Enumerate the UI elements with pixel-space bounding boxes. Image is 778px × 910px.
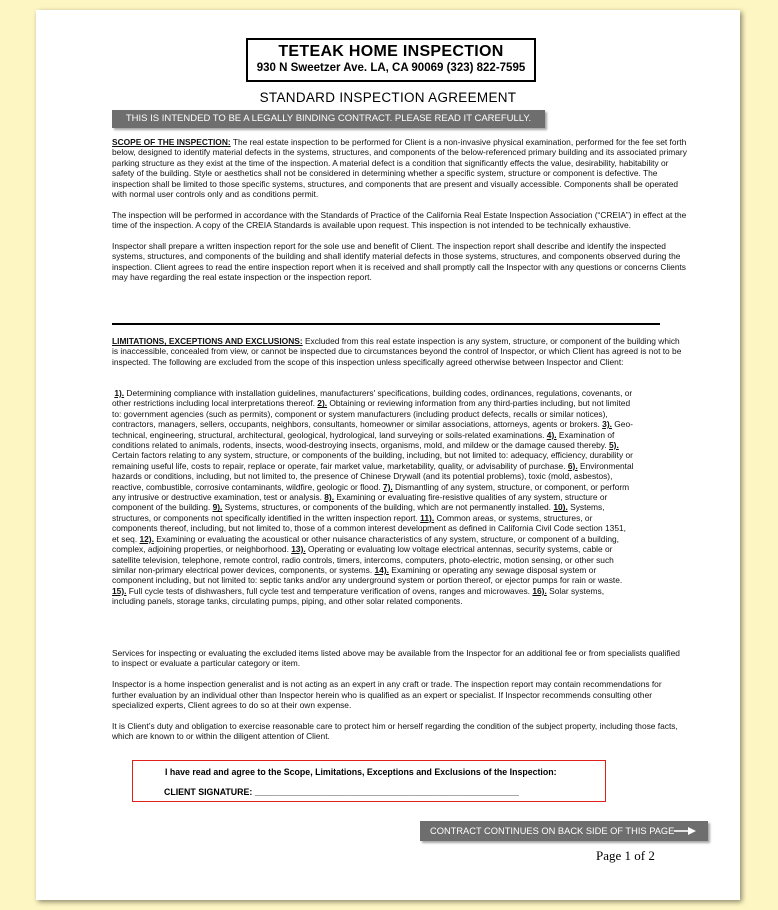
exclusion-text: Common areas, or systems, structures, or components thereof, including, but not limited to, those of a common interest development as defined in California Civil Code section 1351, et seq. xyxy=(112,512,626,544)
exclusion-text: Dismantling of any system, structure, or component, or perform any intrusive or destructive examination, test or analysis. xyxy=(112,481,630,503)
exclusion-text: Certain factors relating to any system, structure, or components of the building, including, but not limited to: adequacy, efficiency, durability or remaining useful life, costs to repair, replace or operate, fair market value, marketability, quality, or advisability of purchase. xyxy=(112,450,633,471)
signature-box xyxy=(132,760,606,802)
exclusion-text: Systems, structures, or components not specifically identified in the written inspection report. xyxy=(112,502,605,523)
company-header xyxy=(246,38,536,82)
generalist-paragraph: Inspector is a home inspection generalist and is not acting as an expert in any craft or trade. The inspection report may contain recommendations for further evaluation by an individual other than Inspector herein who is qualified as an expert or specialist. If Inspector recommends consulting other specialized experts, Client agrees to do so at their own expense. xyxy=(112,679,662,711)
exclusion-text: Environmental hazards or conditions, including, but not limited to, the presence of Chinese Drywall (and its potential problems), toxic (mold, asbestos), reactive, combustible, corrosive contaminants, wildfire, geologic or flood. xyxy=(112,460,634,492)
exclusions-list xyxy=(112,388,634,607)
exclusion-number: 13). xyxy=(291,544,306,555)
limitations-heading: LIMITATIONS, EXCEPTIONS AND EXCLUSIONS: xyxy=(112,336,303,346)
exclusion-number: 15). xyxy=(112,585,127,596)
company-name: TETEAK HOME INSPECTION xyxy=(278,43,504,60)
company-address: 930 N Sweetzer Ave. LA, CA 90069 (323) 822-7595 xyxy=(256,62,526,74)
continue-button[interactable] xyxy=(420,821,708,841)
limitations-intro-text: Excluded from this real estate inspection is any system, structure, or component of the building which is inaccessible, concealed from view, or cannot be inspected due to circumstances beyond the control of Inspector, or which Client has agreed is not to be inspected. The following are excluded from the scope of this inspection unless specifically agreed otherwise between Inspector and Client: xyxy=(112,336,682,367)
exclusions-paragraph xyxy=(112,388,634,607)
exclusion-number: 16). xyxy=(532,585,547,596)
exclusion-text: Operating or evaluating low voltage electrical antennas, security systems, cable or satellite television, telephone, remote control, radio controls, timers, intercoms, computers, photo-electric, motion sensing, or other such similar non-primary electrical power devices, components, or systems. xyxy=(112,544,614,575)
exclusion-number: 9). xyxy=(212,502,223,513)
exclusion-text: Geo-technical, engineering, structural, architectural, geological, hydrological, land surveying or soils-related examinations. xyxy=(112,419,633,440)
exclusion-text: Examination of conditions related to animals, rodents, insects, wood-destroying insects, organisms, mold, and mildew or the damage caused thereby. xyxy=(112,429,615,451)
exclusion-number: 6). xyxy=(567,460,578,471)
limitations-section xyxy=(112,336,688,367)
scope-section xyxy=(112,137,688,283)
exclusion-text: Systems, structures, or components of the building, which are not permanently installed. xyxy=(222,502,554,513)
continue-label: CONTRACT CONTINUES ON BACK SIDE OF THIS PAGE xyxy=(430,826,675,836)
exclusion-number: 5). xyxy=(609,440,619,451)
exclusion-number: 7). xyxy=(382,481,393,492)
exclusion-text: Solar systems, including panels, storage tanks, circulating pumps, piping, and other solar related components. xyxy=(112,585,605,607)
exclusion-number: 14). xyxy=(374,564,389,575)
client-signature-field[interactable]: CLIENT SIGNATURE: ______________________________________________________ xyxy=(164,787,519,797)
exclusion-number: 4). xyxy=(546,429,557,440)
exclusion-number: 8). xyxy=(324,492,335,503)
scope-text: The real estate inspection to be performed for Client is a non-invasive physical examination, performed for the fee set forth below, designed to identify material defects in the systems, structures, and components of the below-referenced primary building and its associated primary parking structure as they exist at the time of the inspection. A material defect is a condition that significantly effects the value, desirability, habitability or safety of the building. Style or aesthetics shall not be considered in determining whether a specific system, structure or component is defective. The inspection shall be limited to those specific systems, structures, and components that are present and visually accessible. Components shall be operated with normal user controls only and as conditions permit. xyxy=(112,137,687,200)
exclusion-text: Obtaining or reviewing information from any third-parties including, but not limited to: government agencies (such as permits), component or system manufacturers (including product defects, recalls or similar notices), contractors, managers, sellers, occupants, neighbors, consultants, homeowner or similar associations, attorneys, agents or brokers. xyxy=(112,398,631,430)
page-number: Page 1 of 2 xyxy=(596,848,655,863)
scope-paragraph-3: Inspector shall prepare a written inspection report for the sole use and benefit of Client. The inspection report shall describe and identify the inspected systems, structures, and components of the building and shall identify material defects in those systems, structures, and components observed during the inspection. Client agrees to read the entire inspection report when it is received and shall promptly call the Inspector with any questions or concerns Clients may have regarding the real estate inspection or the inspection report. xyxy=(112,241,686,283)
exclusion-number: 2). xyxy=(317,398,328,409)
limitations-intro xyxy=(112,336,688,367)
exclusion-number: 11). xyxy=(420,512,435,523)
scope-paragraph-1 xyxy=(112,137,688,199)
legal-banner: THIS IS INTENDED TO BE A LEGALLY BINDING CONTRACT. PLEASE READ IT CAREFULLY. xyxy=(112,110,545,128)
arrow-right-icon xyxy=(674,827,696,835)
exclusion-text: Determining compliance with installation guidelines, manufacturers' specifications, building codes, ordinances, regulations, covenants, or other restrictions including local interpretations thereof. xyxy=(112,388,633,409)
scope-heading: SCOPE OF THE INSPECTION: xyxy=(112,137,231,147)
exclusion-number: 3). xyxy=(602,419,612,430)
closing-section xyxy=(112,648,688,742)
exclusion-text: Examining or evaluating fire-resistive qualities of any system, structure or component of the building. xyxy=(112,492,608,513)
exclusion-text: Full cycle tests of dishwashers, full cycle test and temperature verification of ovens, ranges and microwaves. xyxy=(126,585,533,596)
document-page xyxy=(36,10,740,900)
scope-paragraph-2: The inspection will be performed in accordance with the Standards of Practice of the California Real Estate Inspection Association (“CREIA”) in effect at the time of the inspection. A copy of the CREIA Standards is available upon request. This inspection is not intended to be technically exhaustive. xyxy=(112,209,687,231)
duty-paragraph: It is Client’s duty and obligation to exercise reasonable care to protect him or herself regarding the condition of the subject property, including those facts, which are known to or within the diligent attention of Client. xyxy=(112,720,678,742)
services-paragraph: Services for inspecting or evaluating the excluded items listed above may be available from the Inspector for an additional fee or from specialists qualified to inspect or evaluate a particular category or item. xyxy=(112,648,680,669)
exclusion-number: 12). xyxy=(139,533,154,544)
exclusion-number: 10). xyxy=(553,502,568,513)
agreement-statement: I have read and agree to the Scope, Limitations, Exceptions and Exclusions of the Inspection: xyxy=(165,767,557,777)
exclusion-text: Examining or evaluating the acoustical or other nuisance characteristics of any system, structure, or component of a building, complex, adjoining properties, or neighborhood. xyxy=(112,533,619,555)
exclusion-number: 1). xyxy=(114,388,125,398)
exclusion-text: Examining or operating any sewage disposal system or component including, but not limited to: septic tanks and/or any underground system or portion thereof, or ejector pumps for rain or waste. xyxy=(112,564,623,586)
page-title: STANDARD INSPECTION AGREEMENT xyxy=(259,90,517,105)
section-divider xyxy=(112,323,660,325)
